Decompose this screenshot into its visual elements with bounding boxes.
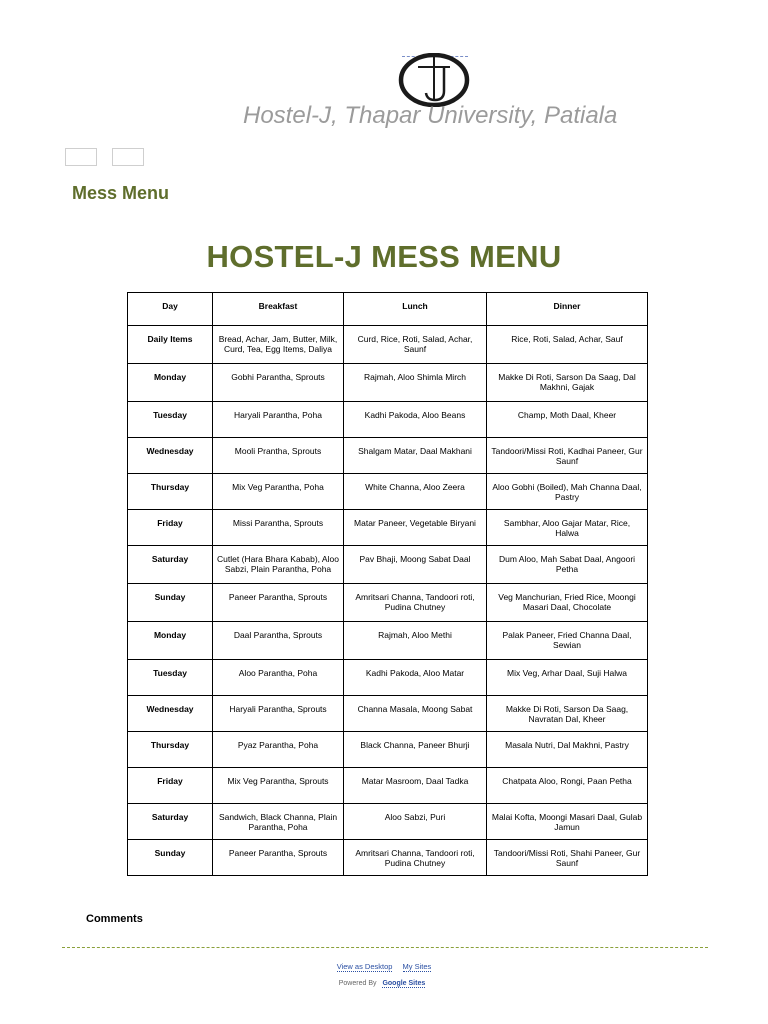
lunch-cell: Amritsari Channa, Tandoori roti, Pudina Chutney [344, 840, 487, 876]
table-row [128, 474, 648, 510]
my-sites-link[interactable]: My Sites [402, 962, 432, 971]
breakfast-cell: Mix Veg Parantha, Poha [213, 474, 344, 510]
breakfast-cell: Pyaz Parantha, Poha [213, 732, 344, 768]
day-cell: Thursday [128, 474, 213, 510]
hostel-j-logo-icon[interactable] [398, 53, 470, 107]
lunch-cell: Black Channa, Paneer Bhurji [344, 732, 487, 768]
mess-menu-table [127, 292, 648, 876]
comments-label: Comments [86, 913, 143, 925]
day-cell: Sunday [128, 840, 213, 876]
day-cell: Saturday [128, 804, 213, 840]
day-cell: Friday [128, 768, 213, 804]
google-sites-link[interactable]: Google Sites [382, 980, 426, 987]
breakfast-cell: Missi Parantha, Sprouts [213, 510, 344, 546]
table-row [128, 326, 648, 364]
day-cell: Thursday [128, 732, 213, 768]
lunch-cell: Kadhi Pakoda, Aloo Matar [344, 660, 487, 696]
dinner-cell: Tandoori/Missi Roti, Kadhai Paneer, Gur Saunf [487, 438, 648, 474]
lunch-cell: Matar Paneer, Vegetable Biryani [344, 510, 487, 546]
table-row [128, 696, 648, 732]
breakfast-cell: Aloo Parantha, Poha [213, 660, 344, 696]
lunch-cell: Channa Masala, Moong Sabat [344, 696, 487, 732]
day-cell: Wednesday [128, 438, 213, 474]
breakfast-cell: Haryali Parantha, Poha [213, 402, 344, 438]
dinner-cell: Mix Veg, Arhar Daal, Suji Halwa [487, 660, 648, 696]
lunch-cell: Rajmah, Aloo Shimla Mirch [344, 364, 487, 402]
table-row [128, 510, 648, 546]
breakfast-cell: Paneer Parantha, Sprouts [213, 840, 344, 876]
day-cell: Saturday [128, 546, 213, 584]
day-cell: Monday [128, 364, 213, 402]
breakfast-cell: Sandwich, Black Channa, Plain Parantha, Poha [213, 804, 344, 840]
table-row [128, 364, 648, 402]
lunch-cell: Rajmah, Aloo Methi [344, 622, 487, 660]
breakfast-cell: Paneer Parantha, Sprouts [213, 584, 344, 622]
lunch-cell: White Channa, Aloo Zeera [344, 474, 487, 510]
dinner-cell: Sambhar, Aloo Gajar Matar, Rice, Halwa [487, 510, 648, 546]
dinner-cell: Dum Aloo, Mah Sabat Daal, Angoori Petha [487, 546, 648, 584]
table-header-row [128, 293, 648, 326]
footer-divider [62, 947, 708, 948]
breakfast-cell: Haryali Parantha, Sprouts [213, 696, 344, 732]
header-day: Day [128, 293, 213, 326]
lunch-cell: Curd, Rice, Roti, Salad, Achar, Saunf [344, 326, 487, 364]
nav-button-1[interactable] [65, 148, 97, 166]
view-as-desktop-link[interactable]: View as Desktop [336, 962, 393, 971]
lunch-cell: Pav Bhaji, Moong Sabat Daal [344, 546, 487, 584]
day-cell: Tuesday [128, 660, 213, 696]
footer-links [0, 962, 768, 971]
dinner-cell: Palak Paneer, Fried Channa Daal, Sewian [487, 622, 648, 660]
dinner-cell: Aloo Gobhi (Boiled), Mah Channa Daal, Pastry [487, 474, 648, 510]
dinner-cell: Masala Nutri, Dal Makhni, Pastry [487, 732, 648, 768]
lunch-cell: Aloo Sabzi, Puri [344, 804, 487, 840]
header-breakfast: Breakfast [213, 293, 344, 326]
lunch-cell: Amritsari Channa, Tandoori roti, Pudina Chutney [344, 584, 487, 622]
day-cell: Friday [128, 510, 213, 546]
site-title[interactable]: Hostel-J, Thapar University, Patiala [243, 102, 618, 129]
powered-by-label: Powered By [338, 980, 377, 987]
table-row [128, 438, 648, 474]
dinner-cell: Malai Kofta, Moongi Masari Daal, Gulab Jamun [487, 804, 648, 840]
dinner-cell: Makke Di Roti, Sarson Da Saag, Dal Makhni, Gajak [487, 364, 648, 402]
dinner-cell: Chatpata Aloo, Rongi, Paan Petha [487, 768, 648, 804]
table-row [128, 546, 648, 584]
table-row [128, 804, 648, 840]
day-cell: Daily Items [128, 326, 213, 364]
breakfast-cell: Gobhi Parantha, Sprouts [213, 364, 344, 402]
header-lunch: Lunch [344, 293, 487, 326]
table-row [128, 732, 648, 768]
breakfast-cell: Bread, Achar, Jam, Butter, Milk, Curd, Tea, Egg Items, Daliya [213, 326, 344, 364]
lunch-cell: Shalgam Matar, Daal Makhani [344, 438, 487, 474]
header-dinner: Dinner [487, 293, 648, 326]
dinner-cell: Veg Manchurian, Fried Rice, Moongi Masari Daal, Chocolate [487, 584, 648, 622]
page-heading: Mess Menu [72, 183, 170, 203]
dinner-cell: Rice, Roti, Salad, Achar, Sauf [487, 326, 648, 364]
table-row [128, 584, 648, 622]
breakfast-cell: Mooli Prantha, Sprouts [213, 438, 344, 474]
table-row [128, 660, 648, 696]
breakfast-cell: Cutlet (Hara Bhara Kabab), Aloo Sabzi, Plain Parantha, Poha [213, 546, 344, 584]
breakfast-cell: Daal Parantha, Sprouts [213, 622, 344, 660]
day-cell: Monday [128, 622, 213, 660]
dinner-cell: Champ, Moth Daal, Kheer [487, 402, 648, 438]
dinner-cell: Makke Di Roti, Sarson Da Saag, Navratan Dal, Kheer [487, 696, 648, 732]
day-cell: Sunday [128, 584, 213, 622]
breakfast-cell: Mix Veg Parantha, Sprouts [213, 768, 344, 804]
menu-title: HOSTEL-J MESS MENU [206, 239, 562, 274]
table-row [128, 768, 648, 804]
table-row [128, 402, 648, 438]
powered-by [0, 980, 768, 987]
day-cell: Tuesday [128, 402, 213, 438]
table-row [128, 840, 648, 876]
nav-button-2[interactable] [112, 148, 144, 166]
day-cell: Wednesday [128, 696, 213, 732]
lunch-cell: Matar Masroom, Daal Tadka [344, 768, 487, 804]
lunch-cell: Kadhi Pakoda, Aloo Beans [344, 402, 487, 438]
dinner-cell: Tandoori/Missi Roti, Shahi Paneer, Gur Saunf [487, 840, 648, 876]
table-row [128, 622, 648, 660]
